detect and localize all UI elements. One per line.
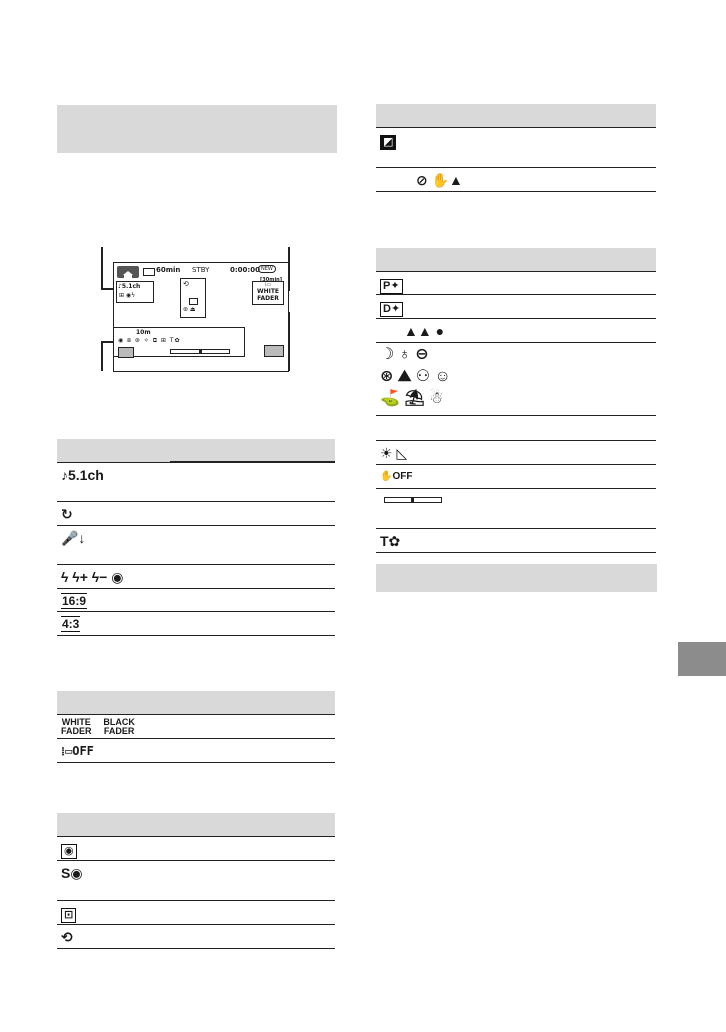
time-badge: [30min]: [260, 277, 283, 283]
indicator-table-misc: [57, 813, 335, 949]
landscape-portrait-icon: ▲▲ ●: [404, 323, 445, 339]
table-row: [57, 715, 335, 739]
table-row: [57, 463, 335, 502]
table-row: [57, 739, 335, 763]
tele-macro-icon: T✿: [380, 533, 401, 549]
scene-icons-row2: ⊛ ⛰ ⚇ ☺: [380, 368, 451, 385]
fader-icons: [61, 718, 143, 736]
eject-icon: ⊛ ⏏: [183, 306, 196, 313]
home-icon: [117, 266, 139, 278]
remaining-time: 60min: [156, 266, 181, 274]
white-fader-line1: WHITE: [256, 288, 280, 295]
table-row: [57, 612, 335, 636]
color-slow-shutter-icon: ⊡: [61, 908, 76, 923]
table-row: [376, 168, 656, 192]
super-nightshot-icon: S◉: [61, 865, 83, 881]
indicator-table-scene: [376, 248, 656, 553]
slider-marker: [199, 349, 202, 354]
x-v-color-icon-wrap: [380, 132, 396, 150]
scene-icons-row3: ⛳ ⛱ ☃: [380, 390, 444, 407]
section-header-box: [376, 564, 657, 592]
color-slow-shutter-icon-wrap: [61, 905, 76, 923]
indicator-table-right-top: [376, 104, 656, 192]
center-icon-box: [180, 278, 206, 318]
white-fader-icon: WHITE FADER: [61, 717, 92, 736]
table-header: [57, 691, 335, 715]
digital-effect-icon: D✦: [380, 302, 403, 317]
callout-line: [101, 247, 103, 289]
steady-shot-off-icon: ⊘ ✋▲: [416, 172, 463, 188]
surround-sound-icon: ♪5.1ch: [61, 467, 104, 483]
audio-icon: ♪5.1ch: [118, 283, 141, 290]
callout-line: [101, 341, 113, 343]
table-row: [57, 565, 335, 589]
self-timer-icon: ↻: [61, 506, 73, 522]
table-row: [376, 441, 656, 465]
section-header-box: [57, 105, 337, 153]
white-fader-box: [252, 281, 284, 305]
white-balance-icons: ☀ ◺: [380, 445, 408, 461]
table-row: [376, 272, 656, 295]
table-row: [57, 901, 335, 925]
option-button[interactable]: [264, 345, 284, 357]
black-fader-icon: BLACK FADER: [103, 717, 135, 736]
table-row: [376, 319, 656, 343]
table-row: [57, 925, 335, 949]
standby-label: STBY: [192, 266, 210, 274]
exposure-slider-icon: [384, 497, 442, 503]
table-row: [376, 295, 656, 319]
playback-button[interactable]: [118, 347, 134, 358]
lcd-screen: [113, 262, 289, 372]
setting-icon-box: [116, 281, 154, 303]
play-box-icon: [189, 298, 198, 305]
standard-aspect-icon: 4:3: [62, 617, 80, 631]
table-row: [57, 526, 335, 565]
table-header: [376, 248, 656, 272]
lcd-backlight-off-icon: ⁞▭OFF: [61, 744, 94, 758]
program-ae-icon: P✦: [380, 279, 403, 294]
table-row: [376, 416, 656, 441]
indicator-table-recording: [57, 439, 335, 636]
table-row: [376, 489, 656, 529]
table-row: [57, 861, 335, 901]
nightshot-icon: ◉: [61, 844, 77, 859]
bottom-icons: ◉ ⧈ ⊛ ✧ ⧉ ⊞ T✿: [118, 337, 181, 344]
table-row: [376, 465, 656, 489]
table-row: [376, 529, 656, 553]
index-tab: [678, 642, 726, 676]
exposure-slider-marker: [411, 497, 414, 503]
wide-aspect-icon: 16:9: [62, 594, 87, 608]
fader-indicator-icon: ⁞▭: [264, 282, 272, 288]
table-header: [57, 813, 335, 837]
table-row: [376, 343, 656, 416]
table-row: [57, 837, 335, 861]
white-fader-line2: FADER: [257, 295, 279, 302]
x-v-color-icon: ◩: [380, 135, 396, 150]
program-ae-icon-wrap: [380, 276, 403, 294]
slider-bar: [170, 349, 230, 354]
steady-shot-icon: ✋OFF: [380, 471, 413, 482]
table-header: [376, 104, 656, 128]
indicator-table-fader: [57, 691, 335, 763]
table-row: [57, 502, 335, 526]
digital-effect-icon-wrap: [380, 299, 403, 317]
media-badge: NEW: [258, 265, 276, 273]
battery-icon: [143, 268, 155, 276]
flash-icon: ϟ ϟ+ ϟ− ◉: [61, 569, 124, 585]
standard-aspect-icon-wrap: [61, 615, 80, 632]
callout-line: [101, 341, 103, 371]
time-counter: 0:00:00: [230, 266, 260, 274]
mic-level-icon: 🎤↓: [61, 530, 86, 546]
flash-icon: ⊞ ◉ϟ: [119, 292, 136, 299]
demo-mode-icon: ⟲: [61, 929, 73, 945]
table-row: [57, 589, 335, 612]
table-header: [57, 439, 335, 463]
nightshot-icon-wrap: [61, 841, 77, 859]
wide-aspect-icon-wrap: [61, 592, 87, 609]
scene-icons-row1: ☽ ♁ ⊖: [380, 346, 429, 363]
timer-label: 10m: [136, 329, 151, 336]
table-row: [376, 128, 656, 168]
callout-line: [101, 288, 113, 290]
repeat-icon: ⟲: [183, 280, 189, 288]
